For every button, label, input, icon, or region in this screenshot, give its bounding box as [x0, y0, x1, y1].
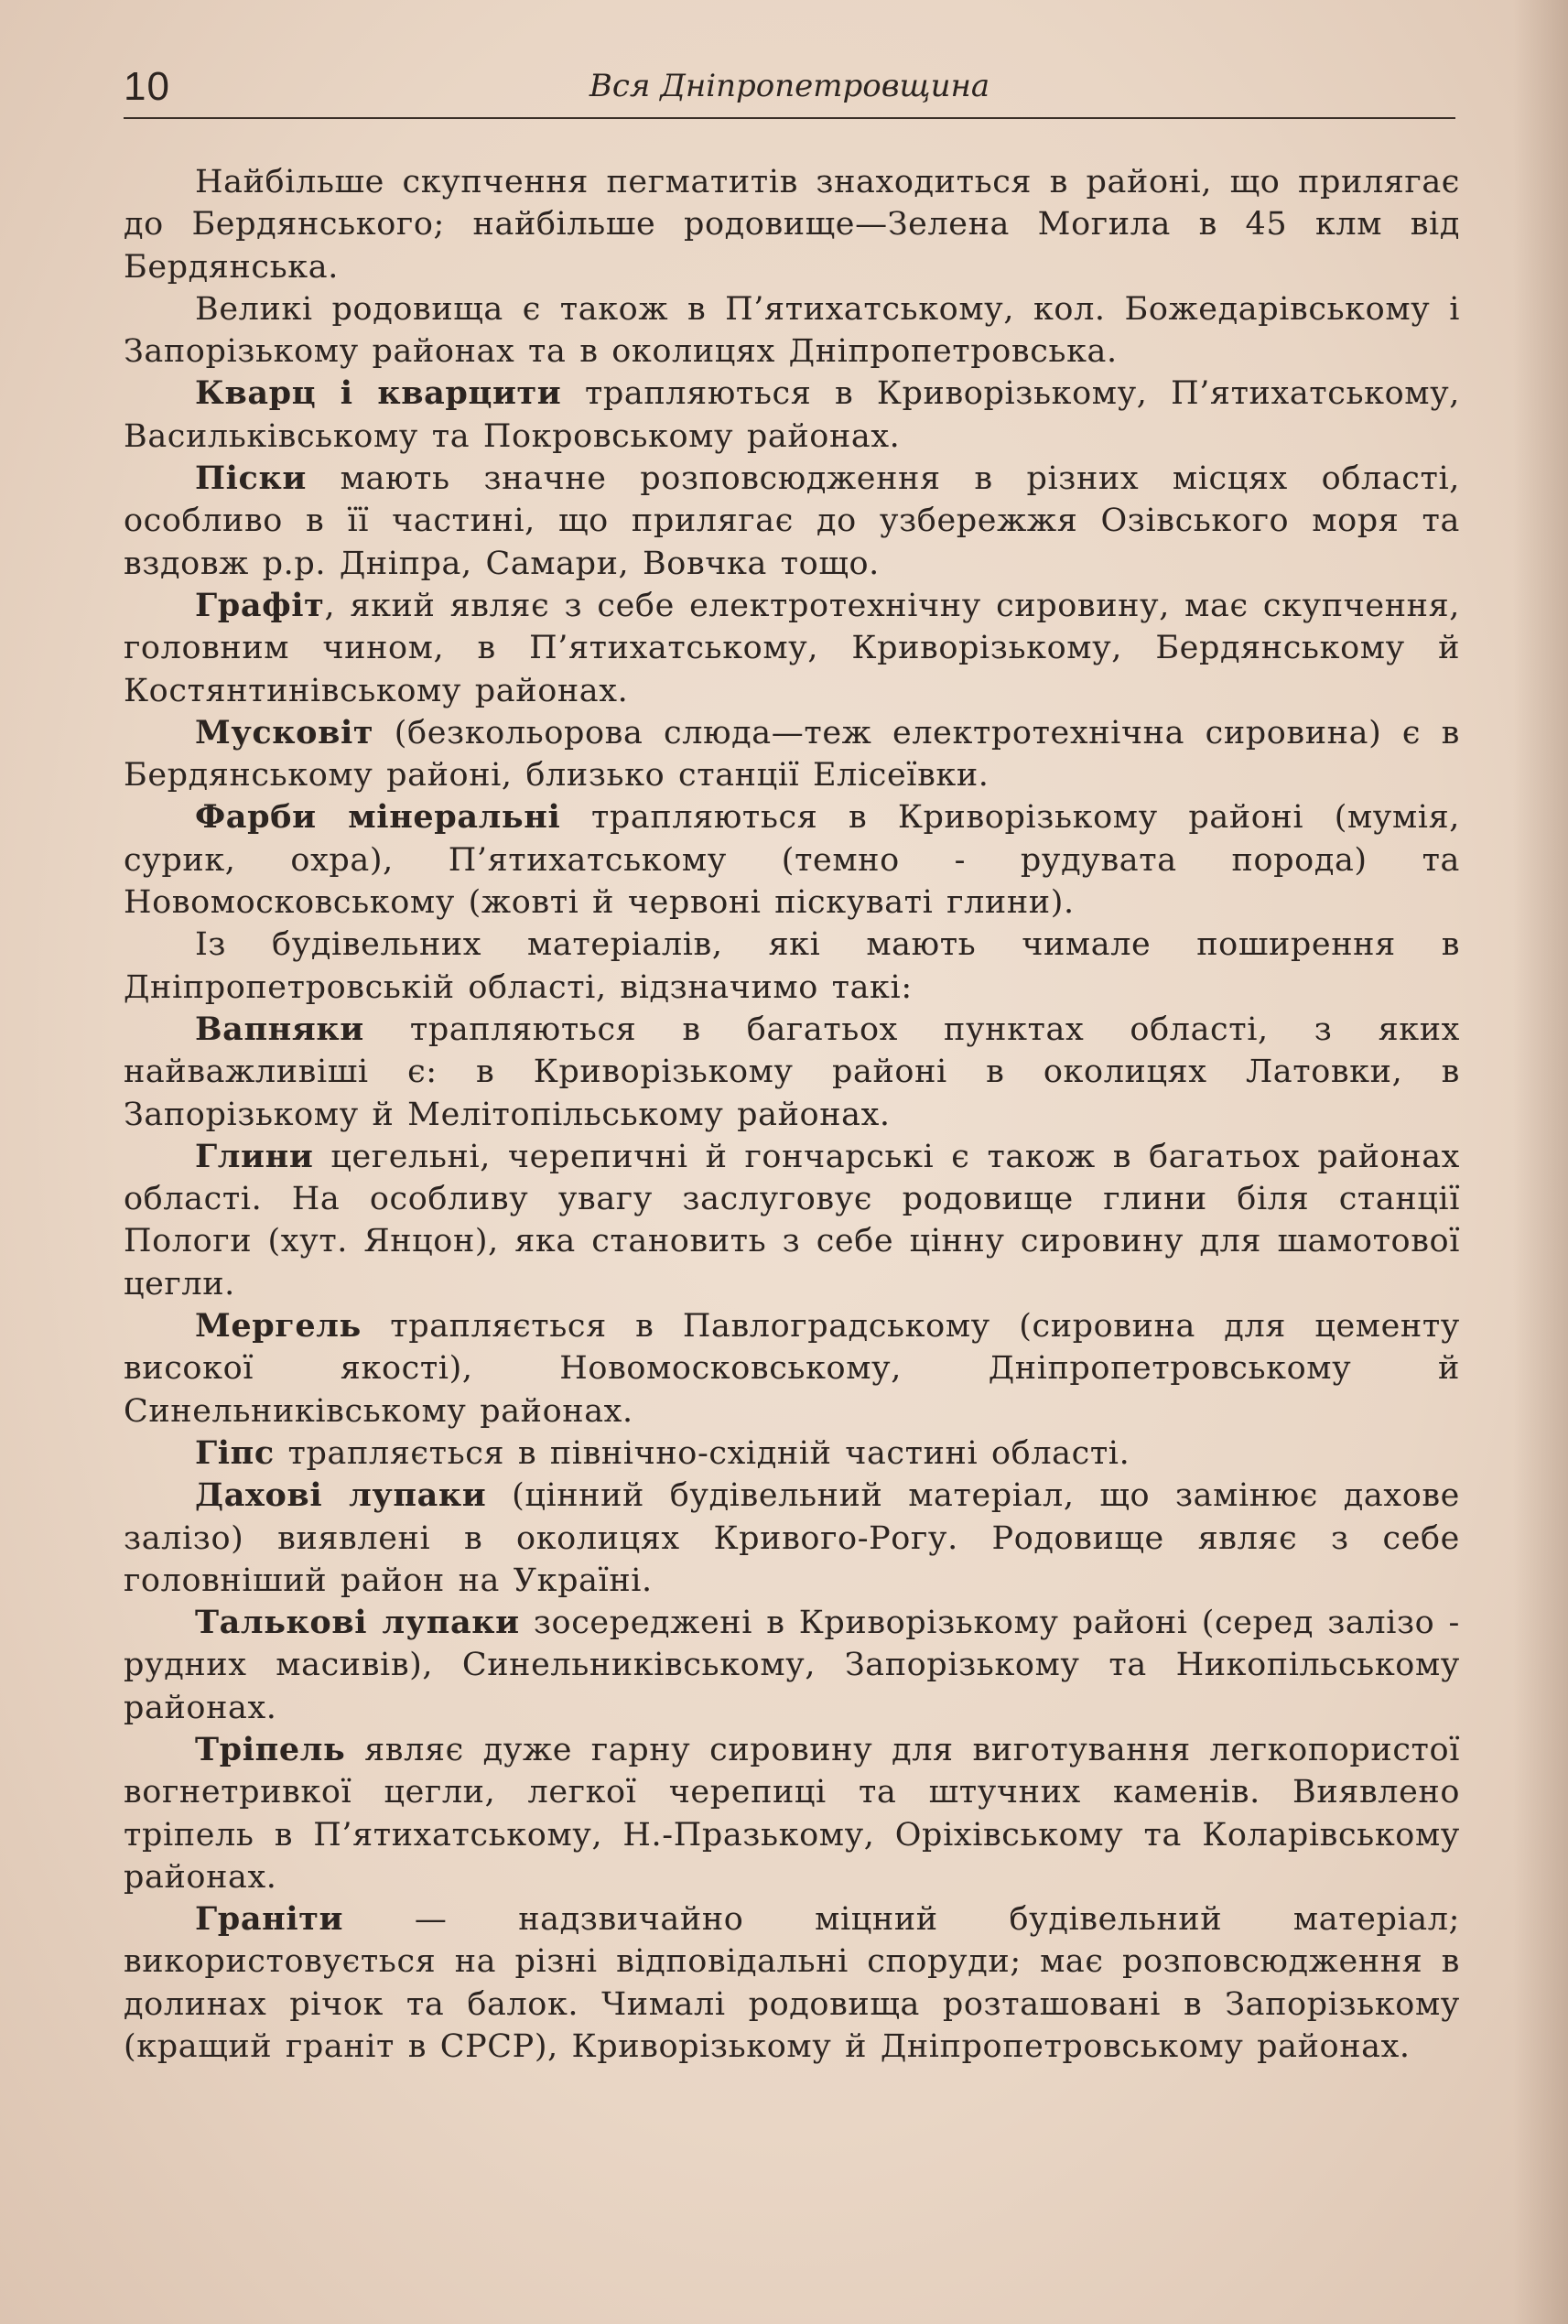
paragraph-text: трапляються в Криворізькому районі (мумія, сурик, охра), П’ятихатському (темно - рудувата порода) та Новомосковському (жовті й червоні піскуваті глини).: [124, 799, 1461, 922]
paragraph-text: (цінний будівельний матеріал, що замінює дахове залізо) виявлені в околицях Кривого-Рогу. Родовище являє з себе головніший район на Україні.: [124, 1477, 1460, 1599]
paragraph: [124, 288, 1460, 373]
page-header: [124, 59, 1455, 113]
paragraph-text: Найбільше скупчення пегматитів знаходиться в районі, що прилягає до Бердянського; найбільше родовище—Зелена Могила в 45 клм від Бердянська.: [124, 164, 1460, 286]
paragraph-text: мають значне розповсюдження в різних місцях області, особливо в її частині, що прилягає до узбережжя Озівського моря та вздовж р.р. Дніпра, Самари, Вовчка тощо.: [124, 460, 1460, 582]
paragraph-text: (безкольорова слюда—теж електротехнічна сировина) є в Бердянському районі, близько станції Елісеївки.: [124, 714, 1460, 794]
paragraph: [124, 1009, 1460, 1136]
paragraph-term: Гіпс: [195, 1433, 275, 1472]
paragraph-text: , який являє з себе електротехнічну сировину, має скупчення, головним чином, в П’ятихатському, Криворізькому, Бердянському й Костянтинівському районах.: [124, 587, 1460, 709]
paragraph-text: цегельні, черепичні й гончарські є також в багатьох районах області. На особливу увагу заслуговує родовище глини біля станції Пологи (хут. Янцон), яка становить з себе цінну сировину для шамотової цегли.: [124, 1138, 1460, 1303]
paragraph-term: Кварц і кварцити: [195, 374, 562, 413]
page-number: 10: [124, 64, 170, 109]
paragraph-term: Піски: [195, 459, 307, 498]
paragraph-text: трапляються в багатьох пунктах області, з яких найважливіші є: в Криворізькому районі в околицях Латовки, в Запорізькому й Мелітопільському районах.: [124, 1011, 1460, 1133]
paragraph-text: зосереджені в Криворізькому районі (серед залізо - рудних масивів), Синельниківському, Запорізькому та Никопільському районах.: [124, 1605, 1460, 1726]
paragraph: [124, 1602, 1460, 1729]
paragraph-term: Фарби мінеральні: [195, 798, 561, 837]
paragraph-text: трапляються в Криворізькому, П’ятихатському, Васильківському та Покровському районах.: [124, 375, 1461, 455]
paragraph-term: Тальковi лупаки: [195, 1604, 520, 1642]
paragraph-term: Граніти: [195, 1900, 344, 1939]
paragraph: [124, 712, 1460, 797]
paragraph-text: — надзвичайно міцний будівельний матеріал; використовується на різні відповідальні споруди; має розповсюдження в долинах річок та балок. Чималі родовища розташовані в Запорізькому (кращий граніт в СРСР), Криворізькому й Дніпропетровському районах.: [124, 1901, 1460, 2066]
paragraph: [124, 1305, 1460, 1432]
paragraph-text: трапляється в північно-східній частині області.: [274, 1434, 1130, 1472]
paragraph-text: трапляється в Павлоградському (сировина для цементу високої якості), Новомосковському, Дніпропетровському й Синельниківському районах.: [124, 1308, 1460, 1430]
paragraph: [124, 1898, 1460, 2068]
paragraph: [124, 1432, 1460, 1475]
paragraph: [124, 924, 1460, 1009]
paragraph-term: Мусковіт: [195, 713, 374, 751]
paragraph-text: являє дуже гарну сировину для виготування легкопористої вогнетривкої цегли, легкої черепиці та штучних каменів. Виявлено тріпель в П’ятихатському, Н.-Празькому, Оріхівському та Коларівському районах.: [124, 1731, 1460, 1896]
paragraph: [124, 1729, 1460, 1898]
paragraph-term: Глини: [195, 1137, 314, 1175]
header-rule: [124, 117, 1455, 119]
paragraph-term: Вапняки: [195, 1010, 364, 1048]
body-text: [124, 161, 1460, 2068]
paragraph: [124, 796, 1460, 924]
paragraph-term: Тріпель: [195, 1730, 346, 1768]
paragraph: [124, 1136, 1460, 1305]
paragraph-text: Із будівельних матеріалів, які мають чимале поширення в Дніпропетровській області, відзначимо такі:: [124, 926, 1460, 1006]
page-edge-shadow: [1513, 0, 1568, 2324]
paragraph-term: Графіт: [195, 586, 325, 624]
paragraph: [124, 1475, 1460, 1602]
paragraph: [124, 458, 1460, 585]
paragraph-term: Дахові лупаки: [195, 1476, 487, 1515]
paragraph: [124, 161, 1460, 288]
running-title: Вся Дніпропетровщина: [589, 68, 990, 104]
paragraph-text: Великі родовища є також в П’ятихатському, кол. Божедарівському і Запорізькому районах та в околицях Дніпропетровська.: [124, 290, 1460, 371]
paragraph: [124, 585, 1460, 712]
paragraph-term: Мергель: [195, 1307, 362, 1346]
paragraph: [124, 373, 1460, 458]
